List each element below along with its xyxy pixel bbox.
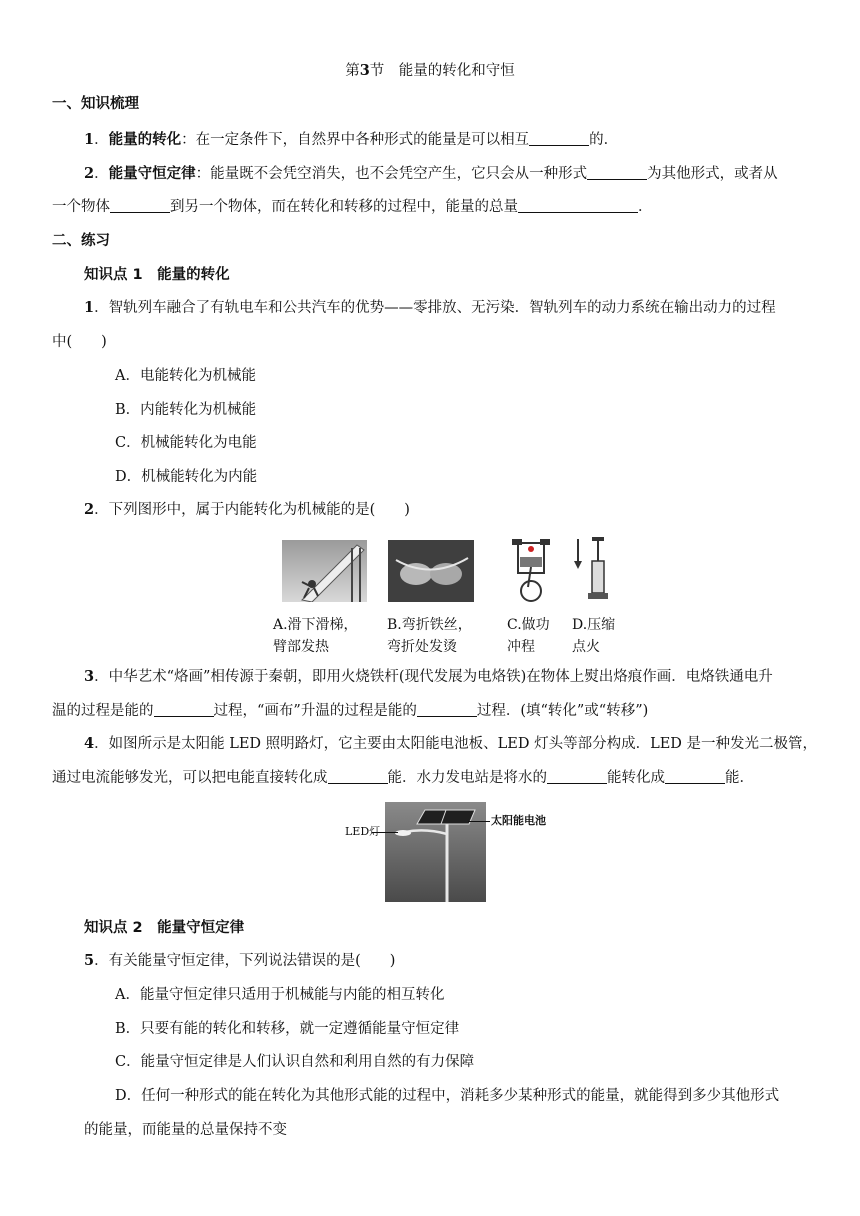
option-a[interactable]: A．电能转化为机械能: [115, 368, 256, 384]
knowledge-label: 能量守恒定律: [108, 166, 196, 182]
fill-blank[interactable]: [417, 702, 477, 717]
question-4-cont: 通过电流能够发光，可以把电能直接转化成 能．水力发电站是将水的 能转化成 能．: [52, 770, 754, 786]
figure-pointer-led: [372, 832, 398, 833]
fill-blank[interactable]: [110, 198, 170, 213]
fill-blank[interactable]: [154, 702, 214, 717]
image-caption-b: B.弯折铁丝， 弯折处发烫: [387, 617, 472, 655]
option-c[interactable]: C．能量守恒定律是人们认识自然和利用自然的有力保障: [115, 1054, 475, 1070]
knowledge-point-1: 知识点 1 能量的转化: [84, 267, 230, 283]
image-caption-a: A.滑下滑梯， 臂部发热: [273, 617, 358, 655]
image-caption-d: D.压缩 点火: [572, 617, 616, 655]
option-b[interactable]: B．内能转化为机械能: [115, 402, 257, 418]
fill-blank[interactable]: [547, 769, 607, 784]
option-d-cont: 的能量，而能量的总量保持不变: [84, 1122, 287, 1138]
question-2: 2．下列图形中，属于内能转化为机械能的是( ): [84, 501, 410, 518]
knowledge-label: 能量的转化: [108, 132, 182, 148]
solar-streetlight-image: [385, 802, 486, 902]
knowledge-item-2: 2．能量守恒定律：能量既不会凭空消失，也不会凭空产生，它只会从一种形式 为其他形式，或者从: [84, 165, 778, 182]
figure-pointer-solar: [468, 821, 490, 822]
fill-blank[interactable]: [587, 165, 647, 180]
figure-label-solar: 太阳能电池: [491, 814, 546, 827]
question-4: 4．如图所示是太阳能 LED 照明路灯，它主要由太阳能电池板、LED 灯头等部分构成．LED 是一种发光二极管，: [84, 735, 818, 752]
knowledge-item-2-cont: 一个物体 到另一个物体，而在转化和转移的过程中，能量的总量 ．: [52, 199, 653, 215]
fill-blank[interactable]: [328, 769, 388, 784]
knowledge-point-2: 知识点 2 能量守恒定律: [84, 920, 245, 936]
page-title: [0, 61, 860, 81]
title-number: 3: [359, 62, 370, 79]
image-caption-c: C.做功 冲程: [507, 617, 550, 655]
section-heading-practice: 二、练习: [52, 233, 110, 249]
option-a[interactable]: A．能量守恒定律只适用于机械能与内能的相互转化: [115, 987, 445, 1003]
figure-label-led: LED灯: [345, 825, 381, 838]
question-3: 3．中华艺术“烙画”相传源于秦朝，即用火烧铁杆(现代发展为电烙铁)在物体上熨出烙痕作画．电烙铁通电升: [84, 668, 773, 685]
title-text: 节 能量的转化和守恒: [369, 63, 515, 79]
option-d[interactable]: D．机械能转化为内能: [115, 469, 258, 485]
option-b[interactable]: B．只要有能的转化和转移，就一定遵循能量守恒定律: [115, 1021, 460, 1037]
question-1-cont: 中( ): [52, 334, 107, 350]
fill-blank[interactable]: [518, 198, 638, 213]
compression-ignition-image: [572, 535, 610, 605]
section-heading-review: 一、知识梳理: [52, 96, 139, 112]
engine-power-stroke-image: [506, 537, 556, 605]
question-1: 1．智轨列车融合了有轨电车和公共汽车的优势——零排放、无污染．智轨列车的动力系统在输出动力的过程: [84, 299, 776, 316]
question-5: 5．有关能量守恒定律，下列说法错误的是( ): [84, 952, 396, 969]
knowledge-item-1: 1．能量的转化：在一定条件下，自然界中各种形式的能量是可以相互 的．: [84, 131, 619, 148]
option-d[interactable]: D．任何一种形式的能在转化为其他形式能的过程中，消耗多少某种形式的能量，就能得到多少其他形式: [115, 1088, 780, 1104]
option-c[interactable]: C．机械能转化为电能: [115, 435, 257, 451]
bending-wire-image: [388, 540, 474, 602]
fill-blank[interactable]: [529, 131, 589, 146]
fill-blank[interactable]: [665, 769, 725, 784]
slide-image: [282, 540, 367, 602]
title-prefix: 第: [345, 63, 360, 79]
question-3-cont: 温的过程是能的 过程，“画布”升温的过程是能的 过程．(填“转化”或“转移”): [52, 703, 649, 719]
